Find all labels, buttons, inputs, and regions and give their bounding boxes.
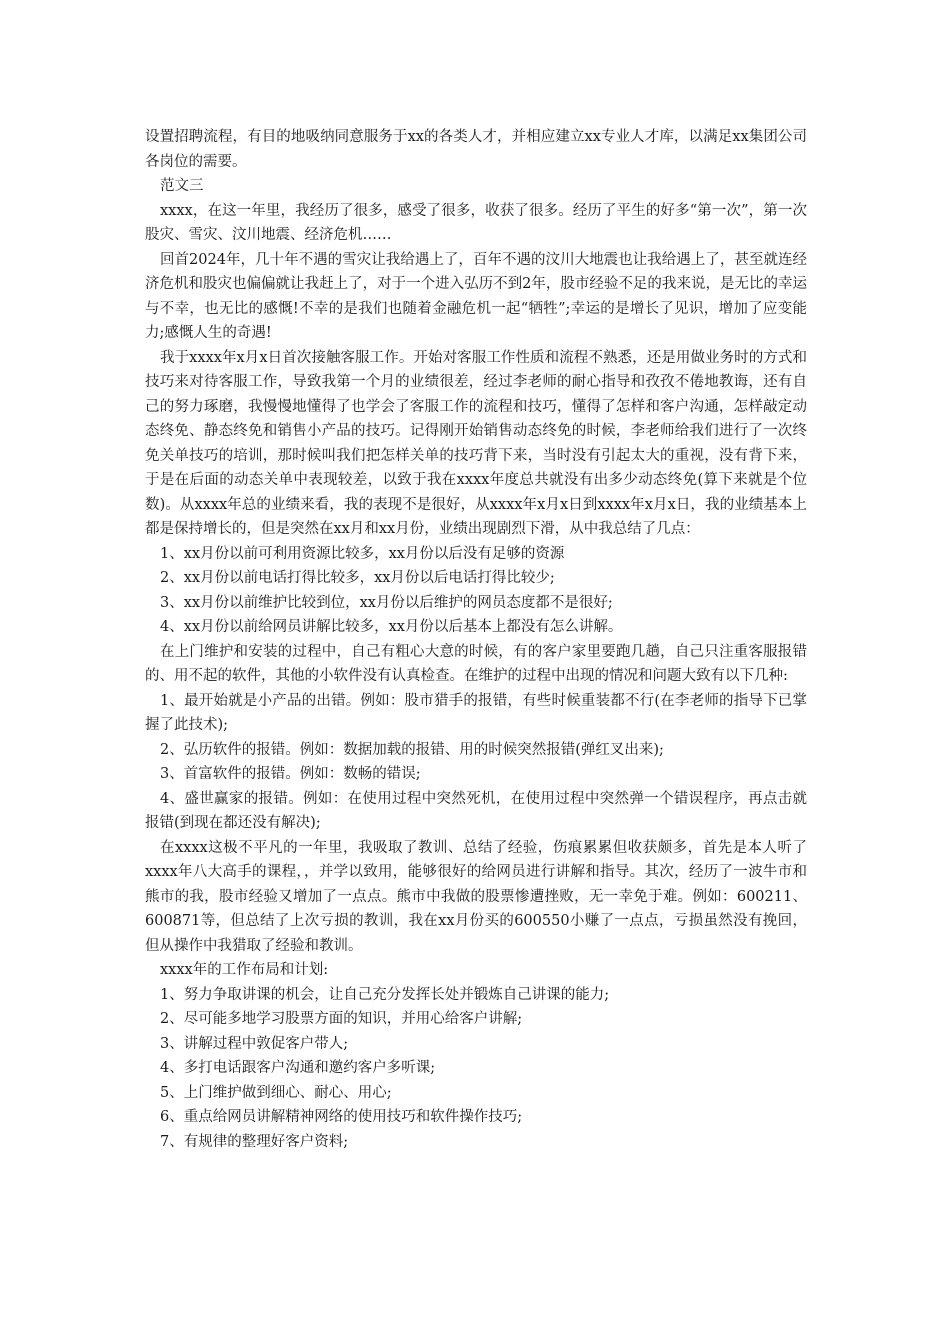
paragraph-onsite-maintenance: 在上门维护和安装的过程中，自己有粗心大意的时候，有的客户家里要跑几趟，自己只注重客服报错的、用不起的软件，其他的小软件没有认真检查。在维护的过程中出现的情况和问题大致有以下几种: — [145, 643, 807, 684]
list-item-plan-4: 4、多打电话跟客户沟通和邀约客户多听课; — [160, 1060, 436, 1076]
list-item-plan-2: 2、尽可能多地学习股票方面的知识，并用心给客户讲解; — [160, 1011, 523, 1027]
list-item-issue-3: 3、首富软件的报错。例如：数畅的错误; — [160, 766, 421, 782]
paragraph-customer-service-start: 我于xxxx年x月x日首次接触客服工作。开始对客服工作性质和流程不熟悉，还是用做业务时的方式和技巧来对待客服工作，导致我第一个月的业绩很差，经过李老师的耐心指导和孜孜不倦地教诲，还有自己的努力琢磨，我慢慢地懂得了也学会了客服工作的流程和技巧，懂得了怎样和客户沟通，怎样敲定动态终免、静态终免和销售小产品的技巧。记得刚开始销售动态终免的时候，李老师给我们进行了一次终免关单技巧的培训，那时候叫我们把怎样关单的技巧背下来，当时没有引起太大的重视，没有背下来，于是在后面的动态关单中表现较差，以致于我在xxxx年度总共就没有出多少动态终免(算下来就是个位数)。从xxxx年总的业绩来看，我的表现不是很好，从xxxx年x月x日到xxxx年x月x日，我的业绩基本上都是保持增长的，但是突然在xx月和xx月份，业绩出现剧烈下滑，从中我总结了几点： — [145, 349, 807, 537]
section-heading-sample-three: 范文三 — [160, 178, 204, 194]
list-item-plan-1: 1、努力争取讲课的机会，让自己充分发挥长处并锻炼自己讲课的能力; — [160, 986, 610, 1003]
list-item-decline-reason-4: 4、xx月份以前给网员讲解比较多，xx月份以后基本上都没有怎么讲解。 — [160, 619, 623, 635]
list-item-plan-5: 5、上门维护做到细心、耐心、用心; — [160, 1084, 392, 1101]
list-item-issue-2: 2、弘历软件的报错。例如：数据加载的报错、用的时候突然报错(弹红叉出来); — [160, 741, 664, 758]
list-item-issue-1: 1、最开始就是小产品的出错。例如：股市猎手的报错，有些时候重装都不行(在李老师的指导下已掌握了此技术); — [145, 692, 807, 733]
list-item-decline-reason-1: 1、xx月份以前可利用资源比较多，xx月份以后没有足够的资源 — [160, 545, 565, 562]
list-item-decline-reason-2: 2、xx月份以前电话打得比较多，xx月份以后电话打得比较少; — [160, 570, 555, 586]
paragraph-looking-back: 回首2024年，几十年不遇的雪灾让我给遇上了，百年不遇的汶川大地震也让我给遇上了，甚至就连经济危机和股灾也偏偏就让我赶上了，对于一个进入弘历不到2年，股市经验不足的我来说，是无比的幸运与不幸，也无比的感慨!不幸的是我们也随着金融危机一起“牺牲”;幸运的是增长了见识，增加了应变能力;感慨人生的奇遇! — [145, 251, 807, 341]
paragraph-lessons-learned: 在xxxx这极不平凡的一年里，我吸取了教训、总结了经验，伤痕累累但收获颇多，首先是本人听了xxxx年八大高手的课程，，并学以致用，能够很好的给网员进行讲解和指导。其次，经历了一波牛市和熊市的我，股市经验又增加了一点点。熊市中我做的股票惨遭挫败，无一幸免于难。例如：600211、600871等，但总结了上次亏损的教训，我在xx月份买的600550小赚了一点点，亏损虽然没有挽回，但从操作中我猎取了经验和教训。 — [145, 839, 807, 954]
list-item-plan-6: 6、重点给网员讲解精神网络的使用技巧和软件操作技巧; — [160, 1109, 523, 1125]
list-item-plan-3: 3、讲解过程中敦促客户带人; — [160, 1035, 349, 1052]
paragraph-recruitment: 设置招聘流程，有目的地吸纳同意服务于xx的各类人才，并相应建立xx专业人才库，以满足xx集团公司各岗位的需要。 — [145, 129, 807, 170]
heading-work-plan: xxxx年的工作布局和计划: — [160, 962, 329, 978]
list-item-plan-7: 7、有规律的整理好客户资料; — [160, 1133, 349, 1150]
list-item-decline-reason-3: 3、xx月份以前维护比较到位，xx月份以后维护的网员态度都不是很好; — [160, 594, 613, 611]
paragraph-year-intro: xxxx，在这一年里，我经历了很多，感受了很多，收获了很多。经历了平生的好多“第一次”，第一次股灾、雪灾、汶川地震、经济危机…… — [145, 202, 807, 243]
list-item-issue-4: 4、盛世赢家的报错。例如：在使用过程中突然死机，在使用过程中突然弹一个错误程序，再点击就报错(到现在都还没有解决); — [145, 790, 807, 831]
document-body — [145, 125, 807, 1154]
